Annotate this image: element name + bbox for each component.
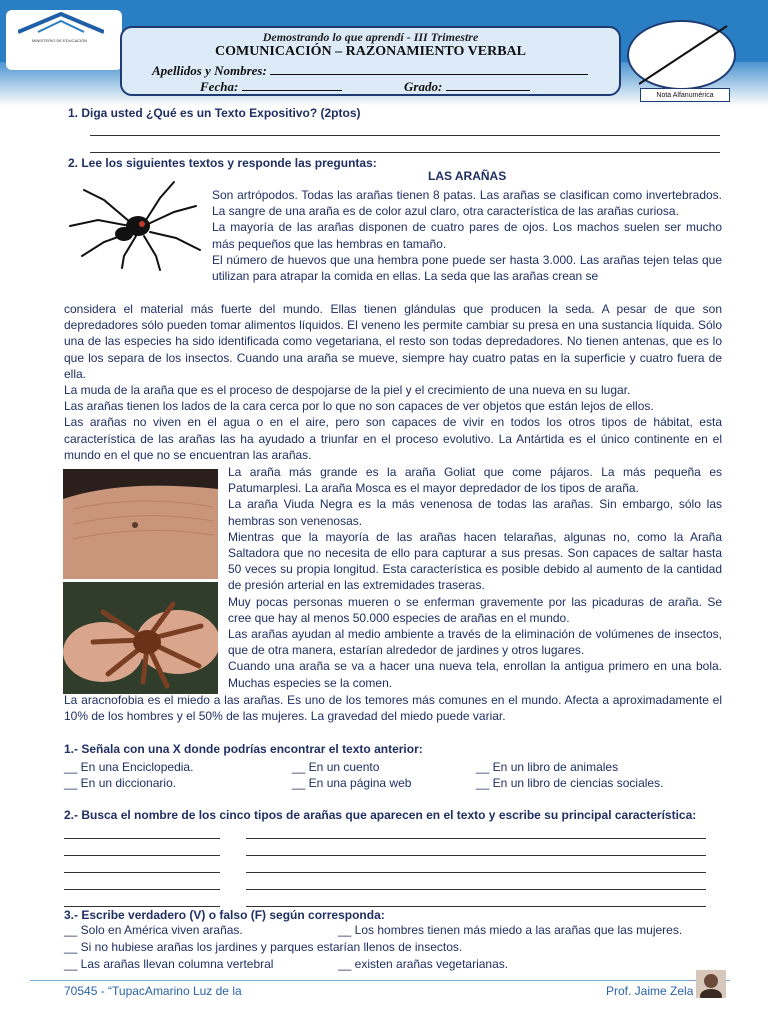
option-item[interactable]: __ En un cuento xyxy=(292,760,380,774)
article-paragraph: Mientras que la mayoría de las arañas hacen telarañas, algunas no, como la Araña Saltadora que no necesita de ello para capturar a sus presas. Son capaces de saltar hasta 50 veces su propia longitud. Esta característica es posible debido al aumento de la cantidad de presión arterial en las extremidades traseras. xyxy=(228,529,722,593)
grade-label: Grado: xyxy=(404,79,443,94)
tiny-spider-finger-image xyxy=(63,469,218,579)
article-paragraph: La mayoría de las arañas disponen de cuatro pares de ojos. Los machos suelen ser mucho más pequeños que las hembras en tamaño. xyxy=(212,220,722,251)
answer-line[interactable] xyxy=(246,872,706,873)
article-paragraph: Muy pocas personas mueren o se enferman gravemente por las picaduras de araña. Se cree que hay al menos 50.000 especies de arañas en el mundo. xyxy=(228,594,722,625)
exam-title: COMUNICACIÓN – RAZONAMIENTO VERBAL xyxy=(214,44,526,59)
option-item[interactable]: __ En una Enciclopedia. xyxy=(64,760,194,774)
article-paragraph: El número de huevos que una hembra pone puede ser hasta 3.000. Las arañas tejen telas que utilizan para atrapar la comida en ellas. La seda que las arañas crean se xyxy=(212,252,722,284)
teacher-avatar xyxy=(696,970,726,998)
article-paragraph: La araña Viuda Negra es la más venenosa de todas las arañas. Sin embargo, sólo las hembras son venenosas. xyxy=(228,497,722,528)
true-false-item[interactable]: __ existen arañas vegetarianas. xyxy=(338,957,509,971)
article-title: LAS ARAÑAS xyxy=(428,169,507,183)
article-paragraph: Son artrópodos. Todas las arañas tienen 8 patas. Las arañas se clasifican como invertebrados. La sangre de una araña es de color azul claro, otra característica de las arañas curiosa. xyxy=(212,188,722,219)
article-paragraph: Cuando una araña se va a hacer una nueva tela, enrollan la antigua primero en una bola. Muchas especies se la comen. xyxy=(228,659,722,690)
date-label: Fecha: xyxy=(200,79,239,94)
logo-text: MINISTERIO DE EDUCACIÓN xyxy=(32,38,88,43)
article-paragraph: Las arañas ayudan al medio ambiente a través de la eliminación de volúmenes de insectos, que de otra manera, estarían alrededor de jardines y otros lugares. xyxy=(228,627,722,658)
article-paragraph: La muda de la araña que es el proceso de despojarse de la piel y el crecimiento de una nueva en su lugar. xyxy=(64,383,631,398)
option-item[interactable]: __ En un libro de animales xyxy=(476,760,619,774)
article-block-3 xyxy=(228,464,722,691)
score-slash-icon xyxy=(627,20,736,90)
article-paragraph: Las arañas no viven en el agua o en el aire, pero son capaces de vivir en todos los otros tipos de hábitat, esta característica de las arañas las ha ayudado a triunfar en el proceso evolutivo. La Antártida es el único continente en el mundo en el que no se encuentran las arañas. xyxy=(64,415,722,462)
article-block-4 xyxy=(64,692,722,724)
grade-row xyxy=(404,78,530,95)
date-row xyxy=(200,78,342,95)
answer-line[interactable] xyxy=(64,838,220,839)
question-1: 1. Diga usted ¿Qué es un Texto Expositivo? (2ptos) xyxy=(68,106,361,120)
option-item[interactable]: __ En un libro de ciencias sociales. xyxy=(476,776,664,790)
article-block-1 xyxy=(212,187,722,284)
score-label: Nota Alfanumérica xyxy=(640,88,730,102)
name-label: Apellidos y Nombres: xyxy=(152,63,267,78)
true-false-item[interactable]: __ Los hombres tienen más miedo a las arañas que las mujeres. xyxy=(338,923,683,937)
answer-line[interactable] xyxy=(246,906,706,907)
answer-line[interactable] xyxy=(64,906,220,907)
name-row xyxy=(152,62,588,79)
logo-mark-icon xyxy=(18,12,104,34)
answer-line[interactable] xyxy=(64,855,220,856)
article-paragraph: La araña más grande es la araña Goliat que come pájaros. La más pequeña es Patumarplesi. La araña Mosca es el mayor depredador de los tipos de araña. xyxy=(228,465,722,496)
date-field[interactable] xyxy=(242,78,342,91)
answer-line[interactable] xyxy=(246,855,706,856)
exam-subtitle: Demostrando lo que aprendí - III Trimestre xyxy=(262,30,479,44)
footer-school: 70545 - “TupacAmarino Luz de la xyxy=(64,984,242,998)
true-false-item[interactable]: __ Solo en América viven arañas. xyxy=(64,923,243,937)
answer-line[interactable] xyxy=(246,889,706,890)
article-block-2 xyxy=(64,301,722,463)
tarantula-hands-image xyxy=(63,582,218,694)
grade-field[interactable] xyxy=(446,78,530,91)
answer-line[interactable] xyxy=(64,872,220,873)
option-item[interactable]: __ En una página web xyxy=(292,776,412,790)
answer-line[interactable] xyxy=(64,889,220,890)
article-paragraph: considera el material más fuerte del mundo. Ellas tienen glándulas que producen la seda. A pesar de que son depredadores sólo pueden tomar alimentos líquidos. El veneno les permite cambiar su presa en una sustancia líquida. Sólo una de las especies ha sido identificada como vegetariana, el resto son todas depredadores. No tienen antenas, que es lo que los separa de los insectos. Cuando una araña se mueve, siempre hay cuatro patas en la superficie y cuatro fuera de ella. xyxy=(64,302,722,381)
answer-line[interactable] xyxy=(90,135,720,136)
footer-divider xyxy=(30,980,730,981)
name-field[interactable] xyxy=(270,62,588,75)
option-item[interactable]: __ En un diccionario. xyxy=(64,776,177,790)
answer-line[interactable] xyxy=(246,838,706,839)
black-widow-image xyxy=(64,176,204,272)
section-3-title: 3.- Escribe verdadero (V) o falso (F) según corresponda: xyxy=(64,908,385,922)
footer-teacher: Prof. Jaime Zela xyxy=(606,984,694,998)
answer-line[interactable] xyxy=(90,152,720,153)
true-false-item[interactable]: __ Las arañas llevan columna vertebral xyxy=(64,957,274,971)
article-paragraph: La aracnofobia es el miedo a las arañas. Es uno de los temores más comunes en el mundo. Afecta a aproximadamente el 10% de los hombres y el 50% de las mujeres. La gravedad del miedo puede variar. xyxy=(64,693,722,724)
true-false-item[interactable]: __ Si no hubiese arañas los jardines y parques estarían llenos de insectos. xyxy=(64,940,463,954)
section-2-title: 2.- Busca el nombre de los cinco tipos de arañas que aparecen en el texto y escribe su principal característica: xyxy=(64,808,697,822)
section-1-title: 1.- Señala con una X donde podrías encontrar el texto anterior: xyxy=(64,742,423,756)
article-paragraph: Las arañas tienen los lados de la cara cerca por lo que no son capaces de ver objetos que están lejos de ellos. xyxy=(64,399,654,414)
question-2: 2. Lee los siguientes textos y responde las preguntas: xyxy=(68,156,377,170)
